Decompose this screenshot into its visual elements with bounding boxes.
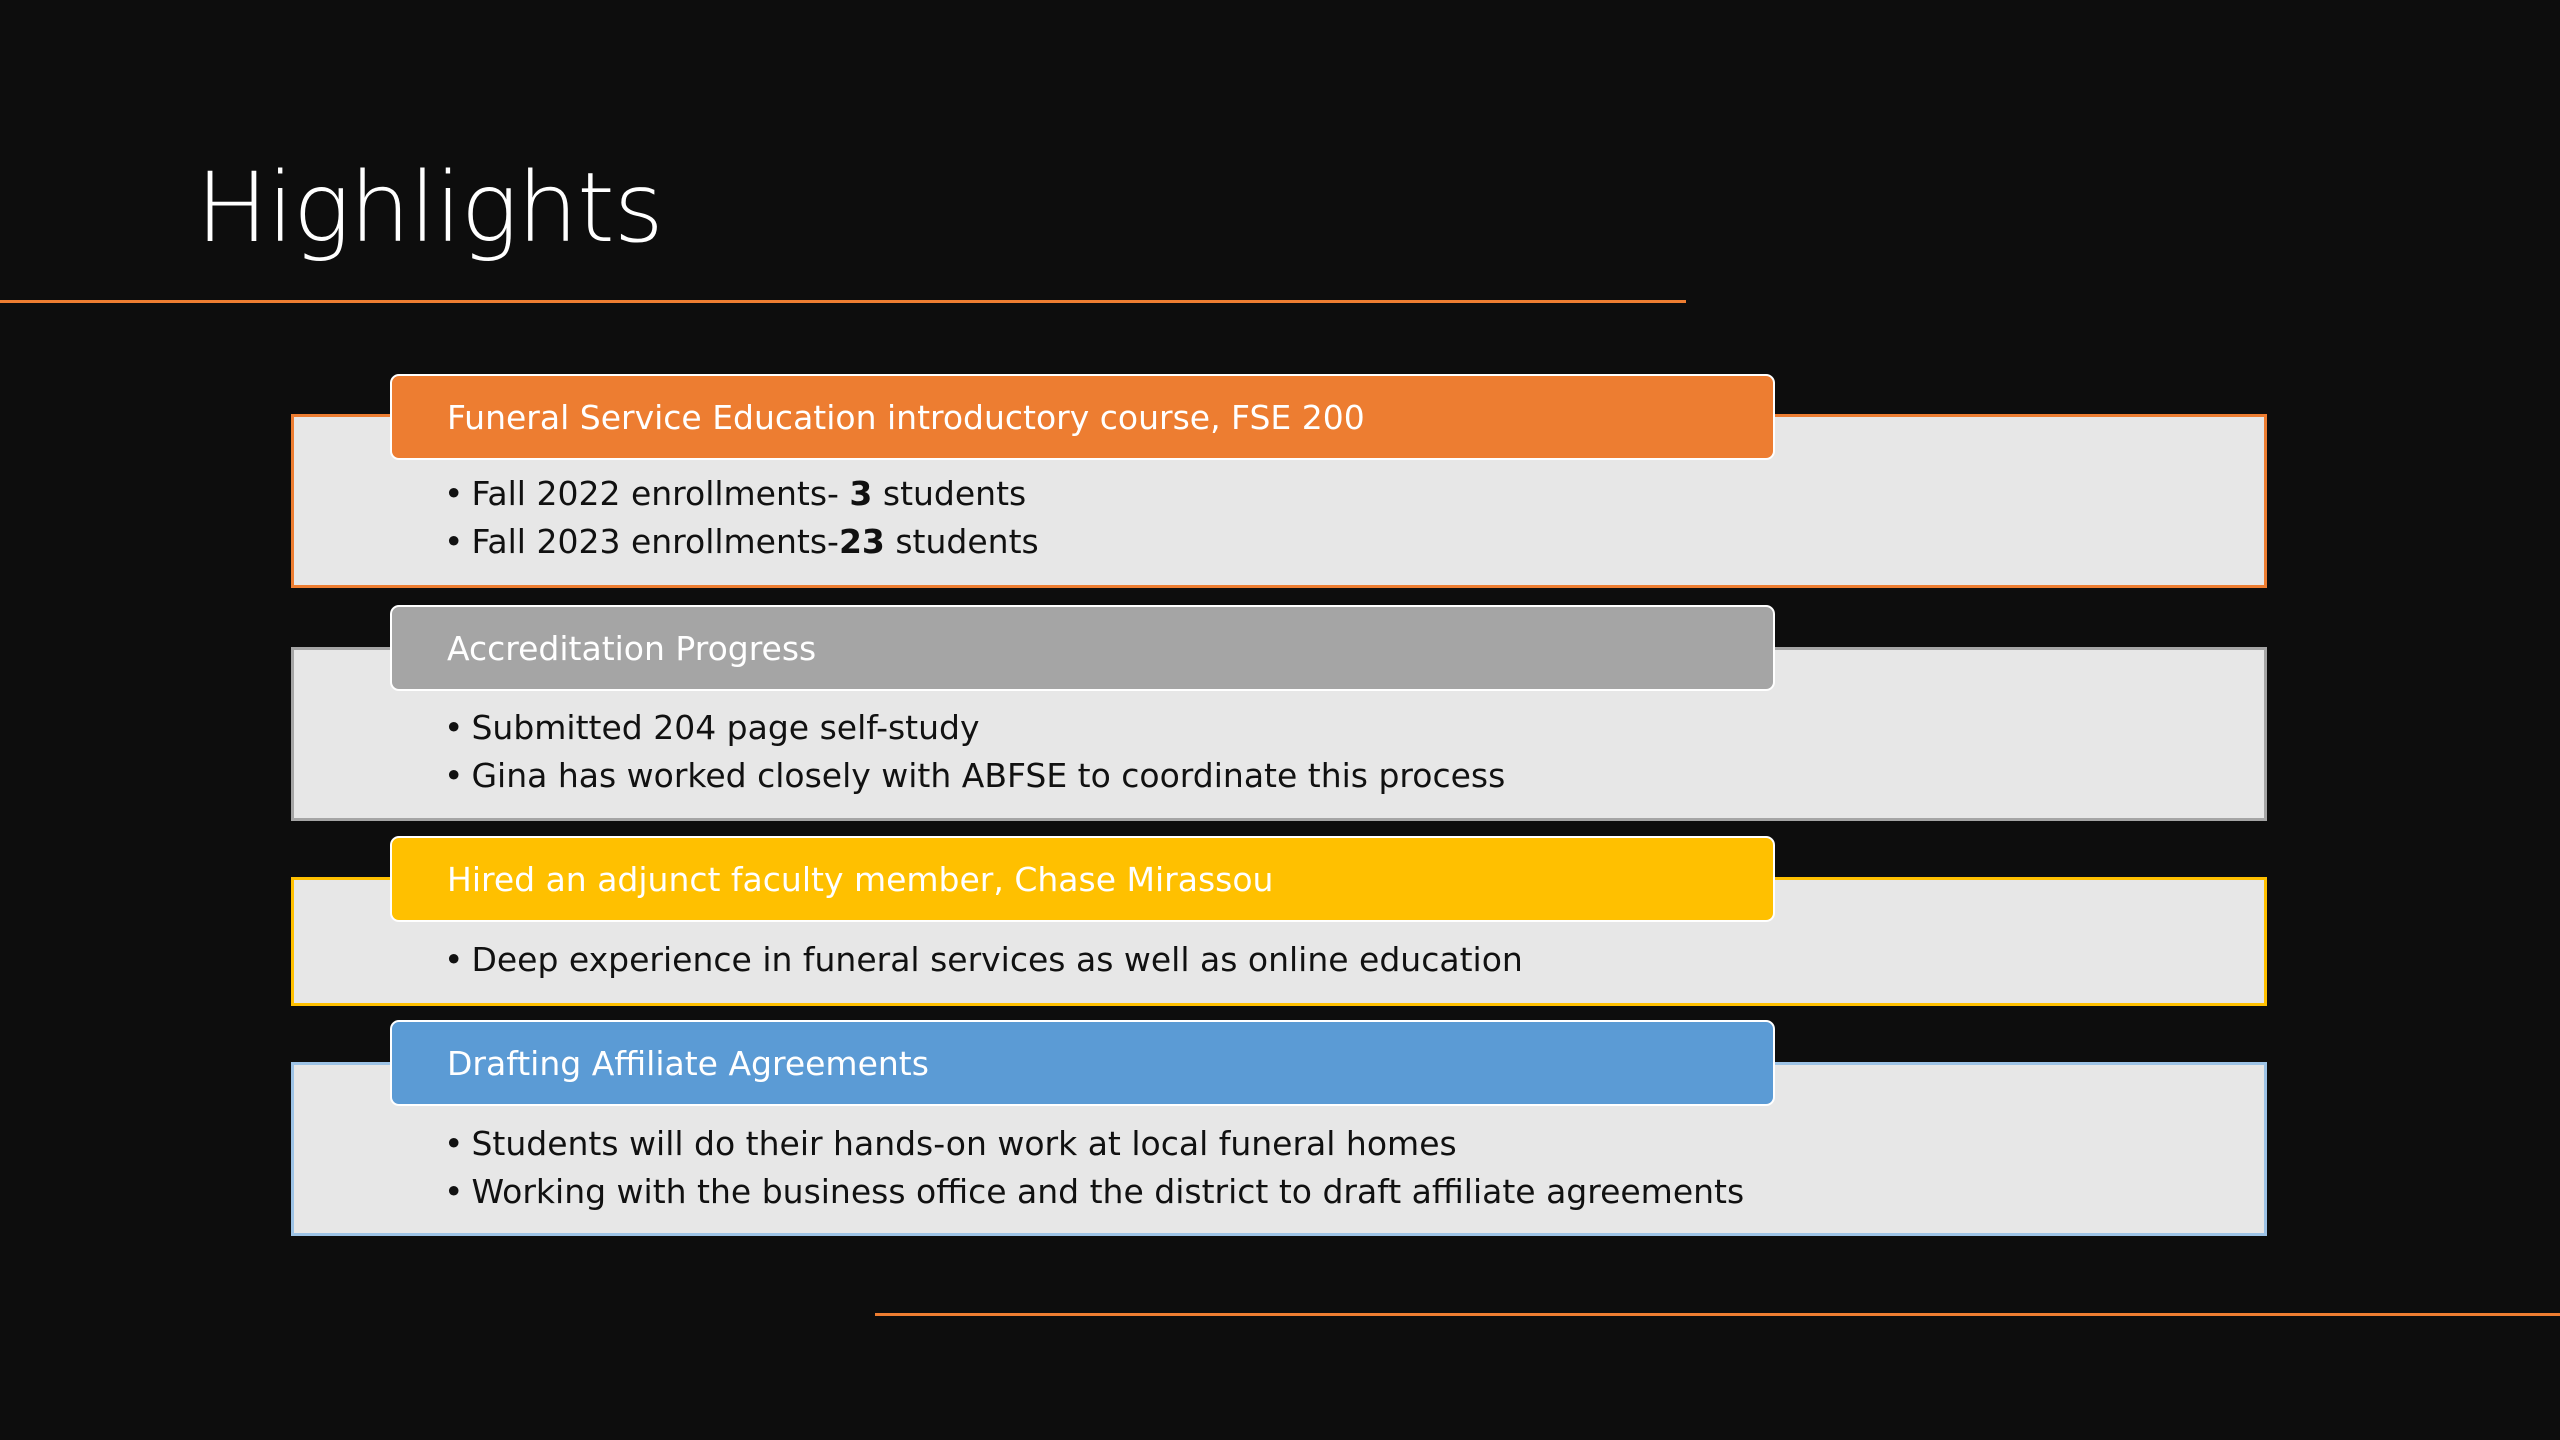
- bullet-list: [444, 936, 1523, 984]
- block-header: Funeral Service Education introductory course, FSE 200: [390, 374, 1775, 460]
- bullet-item: • Deep experience in funeral services as well as online education: [444, 936, 1523, 984]
- block-header: Hired an adjunct faculty member, Chase Mirassou: [390, 836, 1775, 922]
- slide-title: Highlights: [196, 152, 663, 264]
- title-underline: [0, 300, 1686, 303]
- bullet-item: • Submitted 204 page self-study: [444, 704, 1505, 752]
- bullet-list: [444, 704, 1505, 800]
- bullet-list: [444, 470, 1039, 566]
- bullet-item: • Fall 2022 enrollments- 3 students: [444, 470, 1039, 518]
- bullet-item: • Fall 2023 enrollments-23 students: [444, 518, 1039, 566]
- footer-rule: [875, 1313, 2560, 1316]
- block-header: Accreditation Progress: [390, 605, 1775, 691]
- bullet-item: • Gina has worked closely with ABFSE to coordinate this process: [444, 752, 1505, 800]
- bullet-list: [444, 1120, 1744, 1216]
- bullet-item: • Students will do their hands-on work at local funeral homes: [444, 1120, 1744, 1168]
- block-header: Drafting Affiliate Agreements: [390, 1020, 1775, 1106]
- bullet-item: • Working with the business office and the district to draft affiliate agreements: [444, 1168, 1744, 1216]
